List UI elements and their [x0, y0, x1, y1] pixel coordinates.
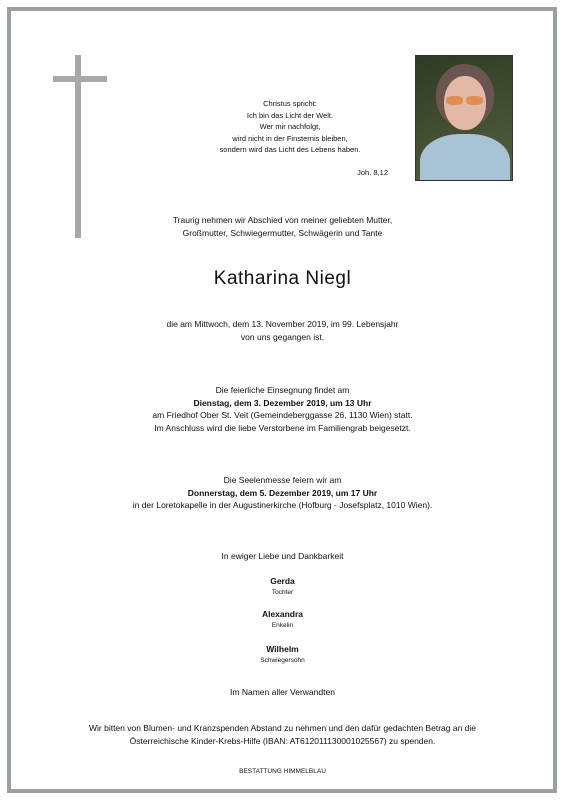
- funeral-home-footer: BESTATTUNG HIMMELBLAU: [239, 768, 326, 775]
- relatives-line: Im Namen aller Verwandten: [230, 687, 335, 697]
- verse-line: wird nicht in der Finsternis bleiben,: [232, 133, 348, 143]
- mass-line: Die Seelenmesse feiern wir am: [223, 475, 342, 485]
- mourner-name: Gerda: [270, 576, 295, 586]
- verse-line: Ich bin das Licht der Welt.: [246, 110, 334, 120]
- mourner: [40, 608, 525, 631]
- verse-line: Christus spricht:: [263, 99, 317, 108]
- intro-text: [40, 214, 525, 239]
- deceased-name: Katharina Niegl: [213, 268, 352, 289]
- portrait-photo: [415, 55, 513, 181]
- death-notice-line: von uns gegangen ist.: [240, 331, 325, 342]
- intro-line: Großmutter, Schwiegermutter, Schwägerin und Tante: [182, 227, 383, 238]
- donation-line: Wir bitten von Blumen- und Kranzspenden Abstand zu nehmen und den dafür gedachten Betrag an die: [88, 723, 476, 733]
- donation-request: [40, 722, 525, 747]
- mourner-relation: Schwiegersohn: [260, 656, 305, 664]
- mourner-relation: Enkelin: [271, 621, 294, 629]
- mass-info: [40, 474, 525, 512]
- blessing-location: am Friedhof Ober St. Veit (Gemeindeberggasse 26, 1130 Wien) statt.: [152, 410, 413, 420]
- intro-line: Traurig nehmen wir Abschied von meiner geliebten Mutter,: [172, 215, 393, 225]
- cross-icon: [75, 55, 81, 238]
- donation-line: Österreichische Kinder-Krebs-Hilfe (IBAN: AT612011130001025567) zu spenden.: [129, 735, 436, 746]
- bible-verse: [190, 98, 390, 156]
- mourner-name: Alexandra: [261, 609, 304, 619]
- love-line: In ewiger Liebe und Dankbarkeit: [221, 551, 344, 561]
- death-notice: [40, 318, 525, 343]
- death-notice-line: die am Mittwoch, dem 13. November 2019, im 99. Lebensjahr: [166, 319, 399, 329]
- blessing-line: Im Anschluss wird die liebe Verstorbene im Familiengrab beigesetzt.: [154, 422, 411, 433]
- blessing-date: Dienstag, dem 3. Dezember 2019, um 13 Uhr: [193, 397, 372, 408]
- mourner: [40, 643, 525, 666]
- mass-location: in der Loretokapelle in der Augustinerkirche (Hofburg - Josefsplatz, 1010 Wien).: [132, 500, 433, 510]
- mourner: [40, 575, 525, 598]
- verse-line: sondern wird das Licht des Lebens haben.: [219, 145, 361, 154]
- blessing-info: [40, 384, 525, 434]
- mass-date: Donnerstag, dem 5. Dezember 2019, um 17 Uhr: [187, 487, 378, 498]
- mourner-relation: Tochter: [271, 588, 294, 596]
- mourner-name: Wilhelm: [266, 644, 299, 654]
- verse-reference: Joh. 8,12: [357, 168, 388, 177]
- blessing-line: Die feierliche Einsegnung findet am: [215, 385, 350, 395]
- verse-line: Wer mir nachfolgt,: [259, 122, 321, 131]
- cross-icon-bar: [53, 76, 107, 82]
